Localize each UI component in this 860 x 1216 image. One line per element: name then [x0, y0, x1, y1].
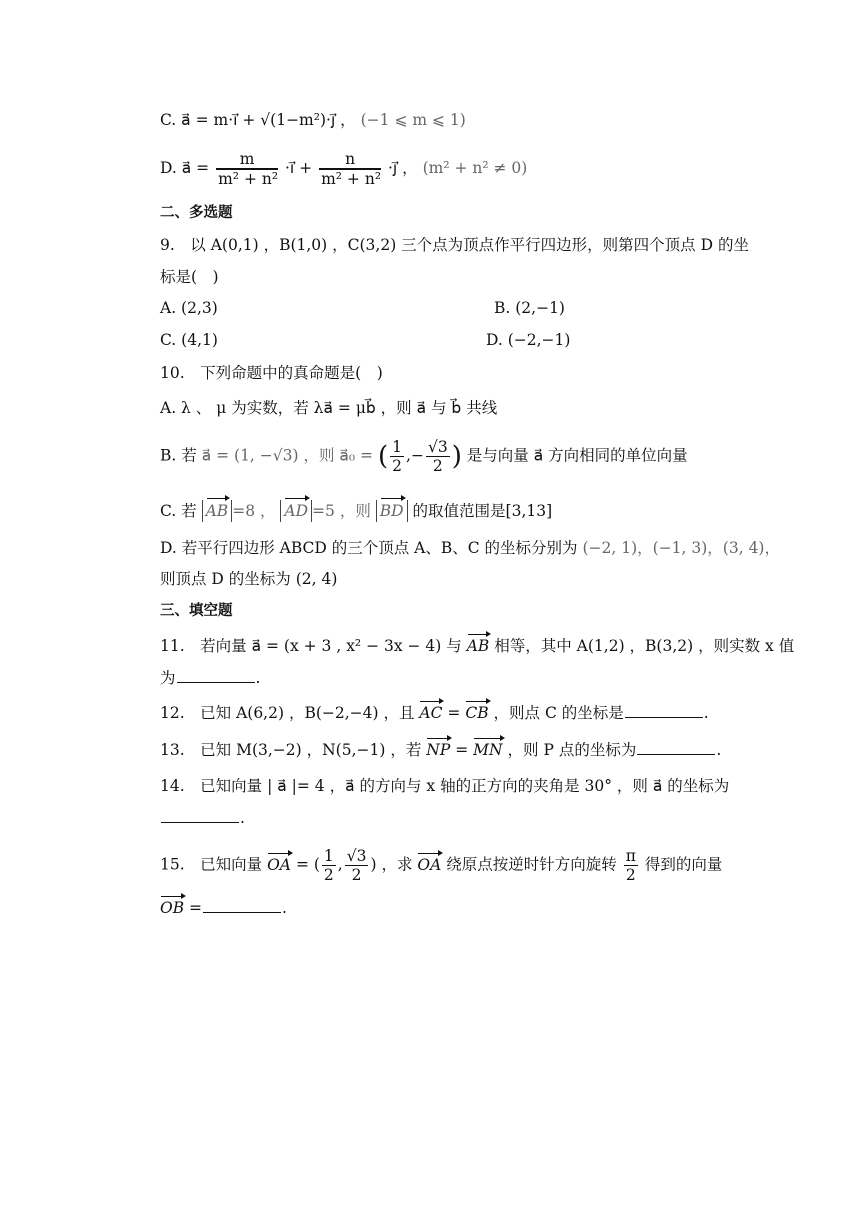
q8-option-d-label: D. [160, 159, 177, 177]
q15-frac2: $\frac{√3}{2}$ [346, 847, 367, 884]
q15-vector-ob: OB [160, 899, 185, 917]
q15-frac1: $\frac{1}{2}$ [323, 847, 334, 884]
q15-vector-oa-2: OA [417, 855, 442, 874]
q15-eqpost: ) ，求 [370, 855, 413, 874]
q9-option-c: C. (4,1) [160, 331, 218, 349]
q11-line1 [160, 636, 794, 656]
q8-option-c [160, 110, 466, 130]
q10-option-c-ab: AB [202, 500, 233, 522]
q8-option-c-expr: C. [160, 111, 177, 129]
q15-line1: 15. 已知向量 OA = ( $\frac{1}{2}$ , $\frac{√3}{2}$ ) ，求 OA 绕原点按逆时针方向旋转 $\frac{\pi}{2}$ 得到的向量 [160, 847, 723, 884]
q10-option-c-ad-value: =5 ，则 [312, 502, 371, 520]
section-fill-in: 三、填空题 [160, 603, 233, 619]
q13 [160, 740, 721, 760]
q11-answer-blank[interactable] [177, 668, 255, 683]
q15-frac-pi: $\frac{\pi}{2}$ [625, 847, 636, 884]
q13-vector-mn: MN [473, 741, 503, 759]
q10-option-b: B. 若 a⃗ = (1, −√3) ，则 a⃗₀ = ( $\frac{1}{2}$ ,− $\frac{√3}{2}$ ) 是与向量 a⃗ 方向相同的单位向量 [160, 438, 688, 475]
q11-pre: 11. 若向量 a⃗ = (x + 3 , x² − 3x − 4) 与 [160, 637, 462, 655]
q10-option-a: A. λ 、 μ 为实数，若 λa⃗ = μb⃗ ，则 a⃗ 与 b⃗ 共线 [160, 399, 498, 417]
q8-option-d-lhs: a⃗ = [181, 159, 210, 177]
q10-option-b-text: 是与向量 a⃗ 方向相同的单位向量 [466, 446, 688, 465]
q10-option-c [160, 500, 552, 522]
q8-option-d-i: ·i⃗ + [285, 159, 313, 177]
q9-option-b: B. (2,−1) [494, 299, 565, 317]
q8-option-d-frac-m: $\frac{m}{\text{m² + n²}}$ [218, 150, 279, 188]
q9-option-d: D. (−2,−1) [486, 331, 571, 349]
q15-line2 [160, 898, 287, 918]
q10-option-d-line1 [160, 538, 780, 558]
q12-eq: = [447, 704, 461, 722]
q9-stem-line1: 9. 以 A(0,1) ，B(1,0) ，C(3,2) 三个点为顶点作平行四边形，则第四个顶点 D 的坐 [160, 236, 749, 254]
q14-end: . [240, 809, 245, 827]
q10-option-b-vector: a⃗ = (1, −√3) ，则 a⃗₀ = [201, 446, 374, 465]
q15-vector-oa: OA [267, 855, 291, 874]
q8-option-d-cond: (m² + n² ≠ 0) [422, 159, 528, 177]
q15-mid: 绕原点按逆时针方向旋转 [446, 855, 617, 874]
q12-post: ，则点 C 的坐标是 [493, 704, 624, 722]
q10-option-d-text: D. 若平行四边形 ABCD 的三个顶点 A、B、C 的坐标分别为 [160, 539, 578, 557]
q14-answer-blank[interactable] [161, 808, 239, 823]
q13-vector-np: NP [426, 741, 451, 759]
q15-end: . [282, 899, 287, 917]
q12 [160, 703, 709, 723]
q9-stem-line2: 标是( ) [160, 268, 219, 286]
q15-answer-blank[interactable] [203, 898, 281, 913]
q15-eqpre: = ( [295, 855, 320, 874]
q12-vector-ac: AC [419, 704, 443, 722]
q10-option-c-ab-value: =8 ， [232, 502, 276, 520]
q10-option-c-label: C. 若 [160, 502, 197, 520]
q10-option-b-frac2: $\frac{√3}{2}$ [427, 438, 448, 475]
q10-option-c-ad: AD [280, 500, 312, 522]
q14-line1: 14. 已知向量 | a⃗ |= 4 ，a⃗ 的方向与 x 轴的正方向的夹角是 30° ，则 a⃗ 的坐标为 [160, 777, 730, 795]
q8-option-d-j: ·j⃗ ， [387, 159, 418, 177]
q13-answer-blank[interactable] [637, 740, 715, 755]
q13-eq: = [455, 741, 469, 759]
q15-eq: = [189, 899, 203, 917]
q8-option-c-formula: a⃗ = m·i⃗ + √(1−m²)·j⃗ ， [181, 111, 356, 129]
q11-line2-text: 为 [160, 669, 176, 687]
q14-line2 [160, 808, 245, 828]
q15-post: 得到的向量 [644, 855, 723, 874]
q9-option-a: A. (2,3) [160, 299, 218, 317]
q12-answer-blank[interactable] [625, 703, 703, 718]
q8-option-d [160, 150, 527, 188]
q12-pre: 12. 已知 A(6,2) ，B(−2,−4) ，且 [160, 704, 415, 722]
q15-pre: 15. 已知向量 [160, 855, 263, 874]
q10-option-b-label: B. 若 [160, 446, 197, 465]
q13-post: ，则 P 点的坐标为 [507, 741, 637, 759]
section-multiple-choice: 二、多选题 [160, 205, 233, 221]
q10-option-c-text: 的取值范围是[3,13] [412, 502, 553, 520]
q10-stem: 10. 下列命题中的真命题是( ) [160, 364, 383, 382]
q10-option-d-coords: (−2, 1)，(−1, 3)，(3, 4)， [582, 539, 780, 557]
q8-option-d-frac-n: $\frac{n}{\text{m² + n²}}$ [321, 150, 382, 188]
q11-line2 [160, 668, 260, 688]
q10-option-d-line2: 则顶点 D 的坐标为 (2, 4) [160, 570, 338, 588]
q12-end: . [703, 704, 709, 722]
q13-end: . [716, 741, 722, 759]
q11-post: 相等，其中 A(1,2) ，B(3,2) ，则实数 x 值 [494, 637, 795, 655]
q8-option-c-range: (−1 ⩽ m ⩽ 1) [360, 111, 466, 129]
q11-end: . [255, 669, 261, 687]
q10-option-b-frac1: $\frac{1}{2}$ [392, 438, 403, 475]
q13-pre: 13. 已知 M(3,−2) ，N(5,−1) ，若 [160, 741, 422, 759]
q12-vector-cb: CB [465, 704, 489, 722]
q11-vector-ab: AB [466, 637, 490, 655]
q10-option-c-bd: BD [376, 500, 408, 522]
